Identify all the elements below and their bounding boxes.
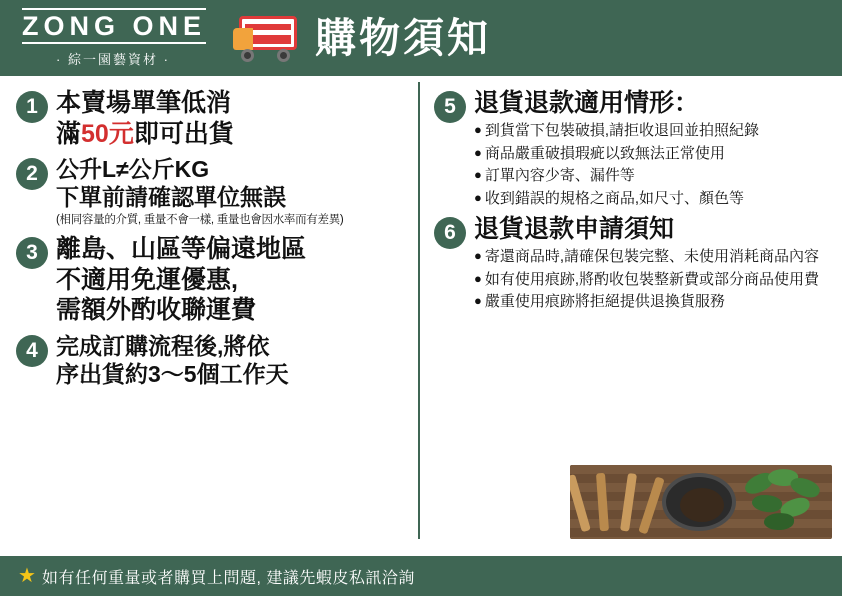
left-column <box>10 82 420 539</box>
list-item-text: 到貨當下包裝破損,請拒收退回並拍照紀錄 <box>484 122 760 139</box>
content-area <box>0 76 842 539</box>
notice-body-1 <box>56 88 408 149</box>
list-item <box>474 166 828 186</box>
list-item <box>474 247 828 267</box>
notice-title: 退貨退款申請須知 <box>474 215 675 243</box>
notice-note: (相同容量的介質, 重量不會一樣, 重量也會因水率而有差異) <box>56 214 344 227</box>
list-item-text: 寄還商品時,請確保包裝完整、未使用消耗商品內容 <box>484 248 820 265</box>
photo-pot-soil <box>680 488 724 522</box>
bullet-icon: ● <box>474 144 482 160</box>
notice-line: 下單前請確認單位無誤 <box>56 184 286 211</box>
notice-body-4 <box>56 332 408 388</box>
star-icon: ★ <box>18 565 36 587</box>
truck-wheel-front <box>241 49 254 62</box>
photo-tools <box>576 471 656 533</box>
bullet-icon: ● <box>474 189 482 205</box>
notice-item-4 <box>16 332 408 388</box>
gardening-tools-pot-plant-photo <box>570 465 832 539</box>
notice-line: 離島、山區等偏遠地區 <box>56 235 307 264</box>
brand-logo <box>14 8 219 67</box>
notice-line: 公升L≠公斤KG <box>56 156 210 182</box>
notice-number-1: 1 <box>16 91 48 123</box>
notice-number-5: 5 <box>434 91 466 123</box>
list-item-text: 商品嚴重破損瑕疵以致無法正常使用 <box>484 144 725 162</box>
notice-number-6: 6 <box>434 217 466 249</box>
tool-handle <box>620 473 637 532</box>
notice-line: 序出貨約3〜5個工作天 <box>56 360 289 387</box>
notice-body-5 <box>474 88 828 208</box>
photo-pot <box>662 473 736 531</box>
notice-line: 不適用免運優惠, <box>56 265 238 294</box>
photo-plant <box>740 467 826 537</box>
list-item <box>474 121 828 141</box>
brand-subtitle: · 綜一園藝資材 · <box>56 51 170 67</box>
notice-body-6 <box>474 214 828 312</box>
tool-handle <box>596 473 609 531</box>
bullet-icon: ● <box>474 293 482 308</box>
notice-item-1 <box>16 88 408 149</box>
bullet-icon: ● <box>474 248 482 263</box>
page-title: 購物須知 <box>315 14 491 61</box>
delivery-truck-icon <box>233 12 305 64</box>
notice-item-3 <box>16 234 408 326</box>
bullet-icon: ● <box>474 270 482 286</box>
notice-number-2: 2 <box>16 158 48 190</box>
notice-line: 完成訂購流程後,將依 <box>56 332 270 359</box>
list-item <box>474 144 828 164</box>
list-item-text: 訂單內容少寄、漏件等 <box>484 167 635 184</box>
notice-line-highlighted: 滿50元即可出貨 <box>56 119 234 148</box>
bullet-icon: ● <box>474 167 482 182</box>
list-item-text: 嚴重使用痕跡將拒絕提供退換貨服務 <box>484 293 725 310</box>
notice-item-5 <box>434 88 828 208</box>
notice-body-2 <box>56 155 408 228</box>
notice-body-3 <box>56 234 408 326</box>
list-item <box>474 292 828 312</box>
notice-item-2 <box>16 155 408 228</box>
brand-name: ZONG ONE <box>22 8 206 43</box>
page-header <box>0 0 842 76</box>
leaf-shape <box>751 492 784 515</box>
footer-text: 如有任何重量或者購買上問題, 建議先蝦皮私訊洽詢 <box>41 569 415 587</box>
notice-line: 需額外酌收聯運費 <box>56 296 257 325</box>
notice-item-6 <box>434 214 828 312</box>
truck-wheel-rear <box>277 49 290 62</box>
leaf-shape <box>764 512 795 531</box>
list-item-text: 如有使用痕跡,將酌收包裝整新費或部分商品使用費 <box>484 270 820 288</box>
list-item-text: 收到錯誤的規格之商品,如尺寸、顏色等 <box>484 189 745 207</box>
list-item <box>474 189 828 209</box>
list-item <box>474 270 828 290</box>
bullet-icon: ● <box>474 122 482 137</box>
notice-line: 本賣場單筆低消 <box>56 89 232 117</box>
notice-number-4: 4 <box>16 335 48 367</box>
min-order-amount: 50元 <box>81 119 134 148</box>
notice-number-3: 3 <box>16 237 48 269</box>
notice-title: 退貨退款適用情形： <box>474 89 700 117</box>
truck-cab <box>233 28 253 50</box>
page-footer <box>0 556 842 596</box>
